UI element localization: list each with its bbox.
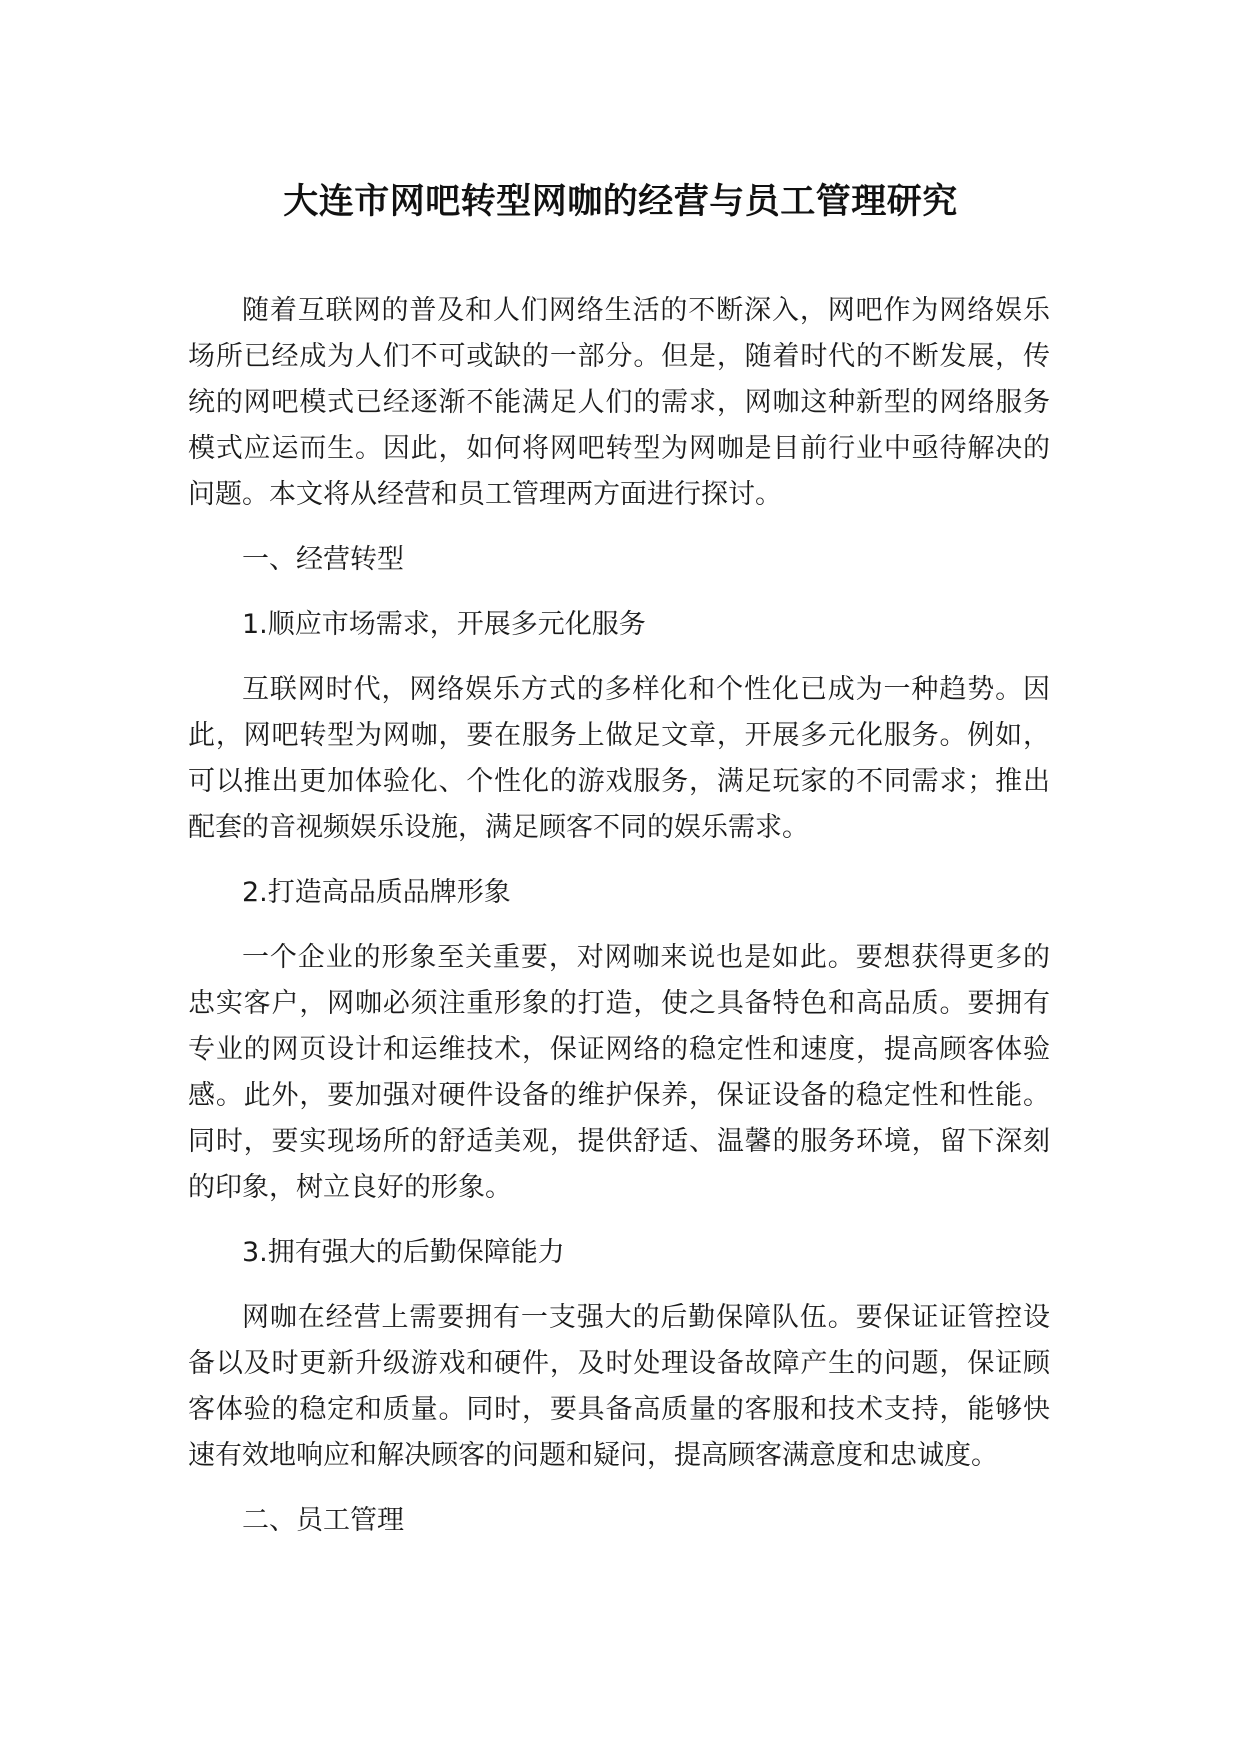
paragraph-brand-image: 一个企业的形象至关重要，对网咖来说也是如此。要想获得更多的忠实客户，网咖必须注重形象的打造，使之具备特色和高品质。要拥有专业的网页设计和运维技术，保证网络的稳定性和速度，提高顾客体验感。此外，要加强对硬件设备的维护保养，保证设备的稳定性和性能。同时，要实现场所的舒适美观，提供舒适、温馨的服务环境，留下深刻的印象，树立良好的形象。 bbox=[188, 942, 1050, 1203]
subsection-heading-logistics: 3.拥有强大的后勤保障能力 bbox=[242, 1237, 565, 1268]
subsection-heading-brand-image: 2.打造高品质品牌形象 bbox=[242, 877, 511, 908]
subsection-heading-diversified-services: 1.顺应市场需求，开展多元化服务 bbox=[242, 609, 646, 640]
section-heading-staff-management: 二、员工管理 bbox=[242, 1505, 404, 1536]
document-body bbox=[188, 288, 1050, 1544]
intro-paragraph: 随着互联网的普及和人们网络生活的不断深入，网吧作为网络娱乐场所已经成为人们不可或缺的一部分。但是，随着时代的不断发展，传统的网吧模式已经逐渐不能满足人们的需求，网咖这种新型的网络服务模式应运而生。因此，如何将网吧转型为网咖是目前行业中亟待解决的问题。本文将从经营和员工管理两方面进行探讨。 bbox=[188, 295, 1050, 510]
section-heading-operations: 一、经营转型 bbox=[242, 544, 404, 575]
paragraph-diversified-services: 互联网时代，网络娱乐方式的多样化和个性化已成为一种趋势。因此，网吧转型为网咖，要在服务上做足文章，开展多元化服务。例如，可以推出更加体验化、个性化的游戏服务，满足玩家的不同需求；推出配套的音视频娱乐设施，满足顾客不同的娱乐需求。 bbox=[188, 674, 1050, 843]
document-title: 大连市网吧转型网咖的经营与员工管理研究 bbox=[283, 182, 958, 222]
paragraph-logistics: 网咖在经营上需要拥有一支强大的后勤保障队伍。要保证证管控设备以及时更新升级游戏和硬件，及时处理设备故障产生的问题，保证顾客体验的稳定和质量。同时，要具备高质量的客服和技术支持，能够快速有效地响应和解决顾客的问题和疑问，提高顾客满意度和忠诚度。 bbox=[188, 1302, 1050, 1471]
